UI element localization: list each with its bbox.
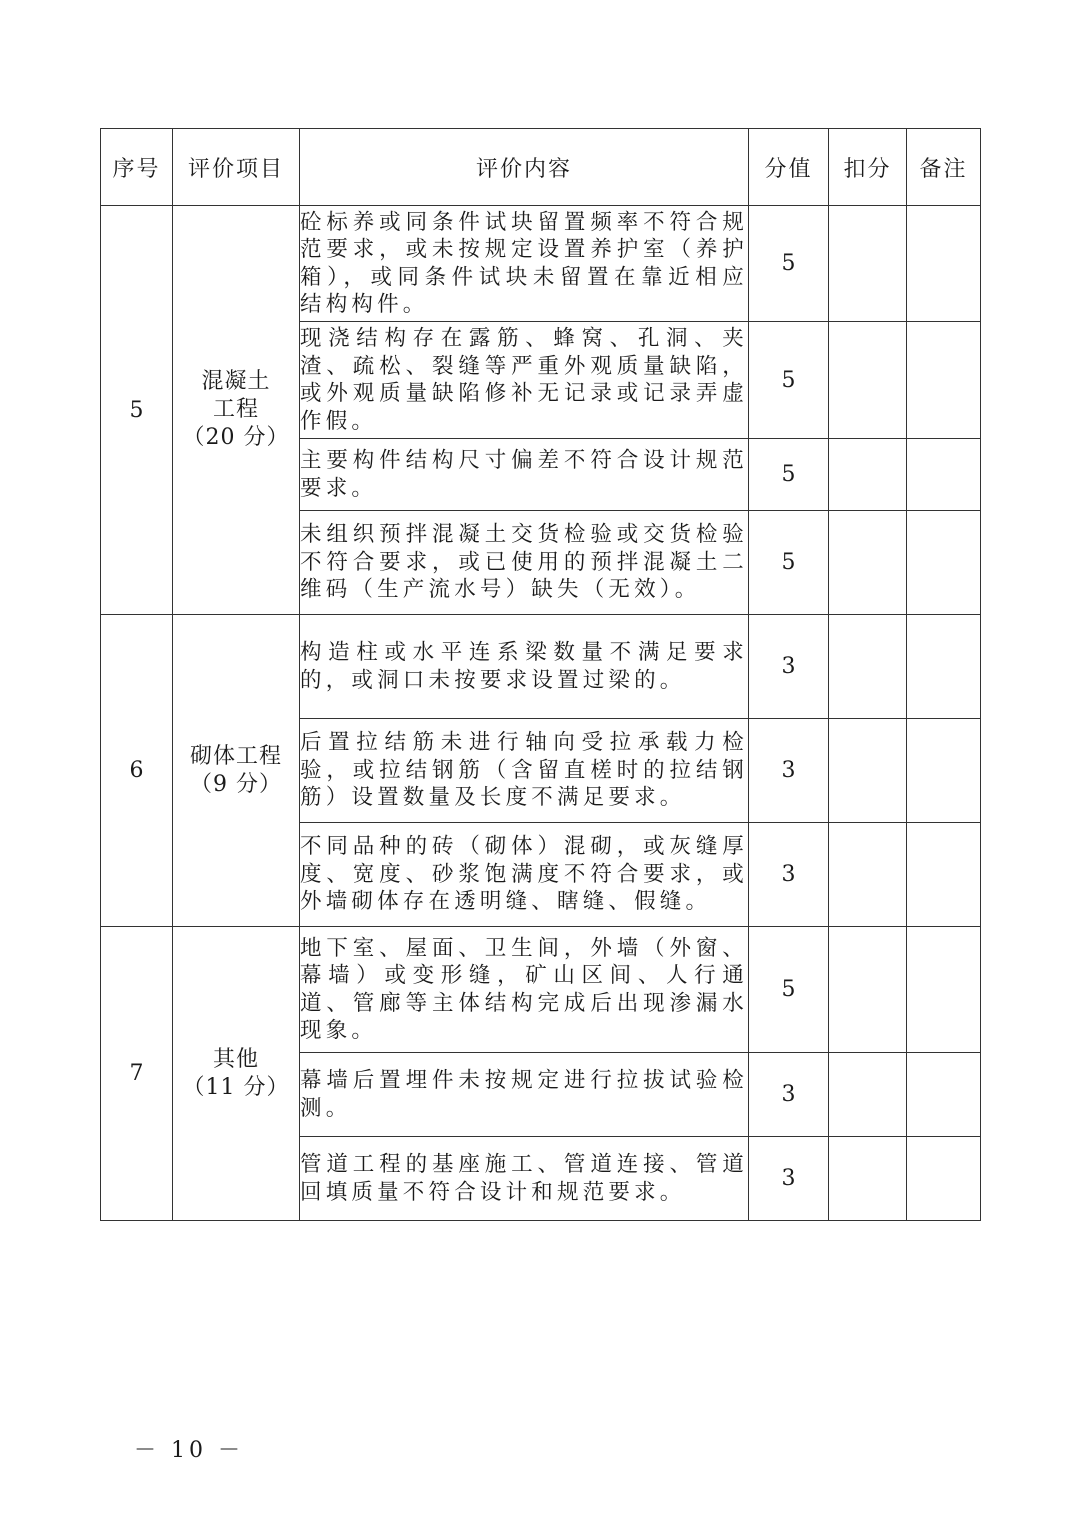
- remark-cell: [907, 511, 981, 615]
- score-cell: 5: [749, 927, 829, 1053]
- header-score: 分值: [749, 129, 829, 206]
- table-row: [101, 615, 981, 719]
- header-no: 序号: [101, 129, 173, 206]
- score-cell: 5: [749, 322, 829, 439]
- remark-cell: [907, 322, 981, 439]
- group-item-line: （11 分）: [182, 1074, 290, 1100]
- content-cell: 现浇结构存在露筋、蜂窝、孔洞、夹渣、疏松、裂缝等严重外观质量缺陷，或外观质量缺陷修补无记录或记录弄虚作假。: [300, 322, 749, 439]
- remark-cell: [907, 823, 981, 927]
- header-deduct: 扣分: [829, 129, 907, 206]
- content-cell: 幕墙后置埋件未按规定进行拉拔试验检测。: [300, 1053, 749, 1137]
- score-cell: 3: [749, 1137, 829, 1221]
- remark-cell: [907, 1053, 981, 1137]
- header-remark: 备注: [907, 129, 981, 206]
- remark-cell: [907, 615, 981, 719]
- content-cell: 主要构件结构尺寸偏差不符合设计规范要求。: [300, 439, 749, 511]
- group-item-line: 工程: [212, 397, 259, 422]
- table-header-row: [101, 129, 981, 206]
- deduct-cell: [829, 322, 907, 439]
- deduct-cell: [829, 823, 907, 927]
- score-cell: 3: [749, 1053, 829, 1137]
- group-item: [173, 206, 300, 615]
- remark-cell: [907, 1137, 981, 1221]
- group-item-line: （20 分）: [182, 425, 290, 450]
- deduct-cell: [829, 1053, 907, 1137]
- evaluation-sheet: [100, 128, 980, 1221]
- group-item: [173, 615, 300, 927]
- score-cell: 3: [749, 615, 829, 719]
- group-number: 5: [101, 206, 173, 615]
- score-cell: 5: [749, 511, 829, 615]
- header-item: 评价项目: [173, 129, 300, 206]
- group-item-line: （9 分）: [190, 771, 282, 797]
- content-cell: 后置拉结筋未进行轴向受拉承载力检验，或拉结钢筋（含留直槎时的拉结钢筋）设置数量及长度不满足要求。: [300, 719, 749, 823]
- group-number: 7: [101, 927, 173, 1221]
- group-item-line: 混凝土: [201, 369, 271, 394]
- score-cell: 3: [749, 719, 829, 823]
- group-item-line: 砌体工程: [189, 743, 282, 769]
- deduct-cell: [829, 927, 907, 1053]
- content-cell: 地下室、屋面、卫生间，外墙（外窗、幕墙）或变形缝，矿山区间、人行通道、管廊等主体结构完成后出现渗漏水现象。: [300, 927, 749, 1053]
- content-cell: 构造柱或水平连系梁数量不满足要求的，或洞口未按要求设置过梁的。: [300, 615, 749, 719]
- deduct-cell: [829, 439, 907, 511]
- header-content: 评价内容: [300, 129, 749, 206]
- deduct-cell: [829, 511, 907, 615]
- score-cell: 5: [749, 206, 829, 322]
- group-item: [173, 927, 300, 1221]
- table-row: [101, 206, 981, 322]
- evaluation-table: [100, 128, 981, 1221]
- content-cell: 不同品种的砖（砌体）混砌，或灰缝厚度、宽度、砂浆饱满度不符合要求，或外墙砌体存在透明缝、瞎缝、假缝。: [300, 823, 749, 927]
- score-cell: 3: [749, 823, 829, 927]
- deduct-cell: [829, 1137, 907, 1221]
- table-row: [101, 927, 981, 1053]
- deduct-cell: [829, 615, 907, 719]
- content-cell: 砼标养或同条件试块留置频率不符合规范要求，或未按规定设置养护室（养护箱），或同条件试块未留置在靠近相应结构构件。: [300, 206, 749, 322]
- remark-cell: [907, 206, 981, 322]
- score-cell: 5: [749, 439, 829, 511]
- group-item-line: 其他: [212, 1046, 259, 1072]
- remark-cell: [907, 927, 981, 1053]
- deduct-cell: [829, 719, 907, 823]
- content-cell: 未组织预拌混凝土交货检验或交货检验不符合要求，或已使用的预拌混凝土二维码（生产流水号）缺失（无效）。: [300, 511, 749, 615]
- page-number: － 10 －: [134, 1438, 244, 1463]
- remark-cell: [907, 719, 981, 823]
- remark-cell: [907, 439, 981, 511]
- group-number: 6: [101, 615, 173, 927]
- content-cell: 管道工程的基座施工、管道连接、管道回填质量不符合设计和规范要求。: [300, 1137, 749, 1221]
- deduct-cell: [829, 206, 907, 322]
